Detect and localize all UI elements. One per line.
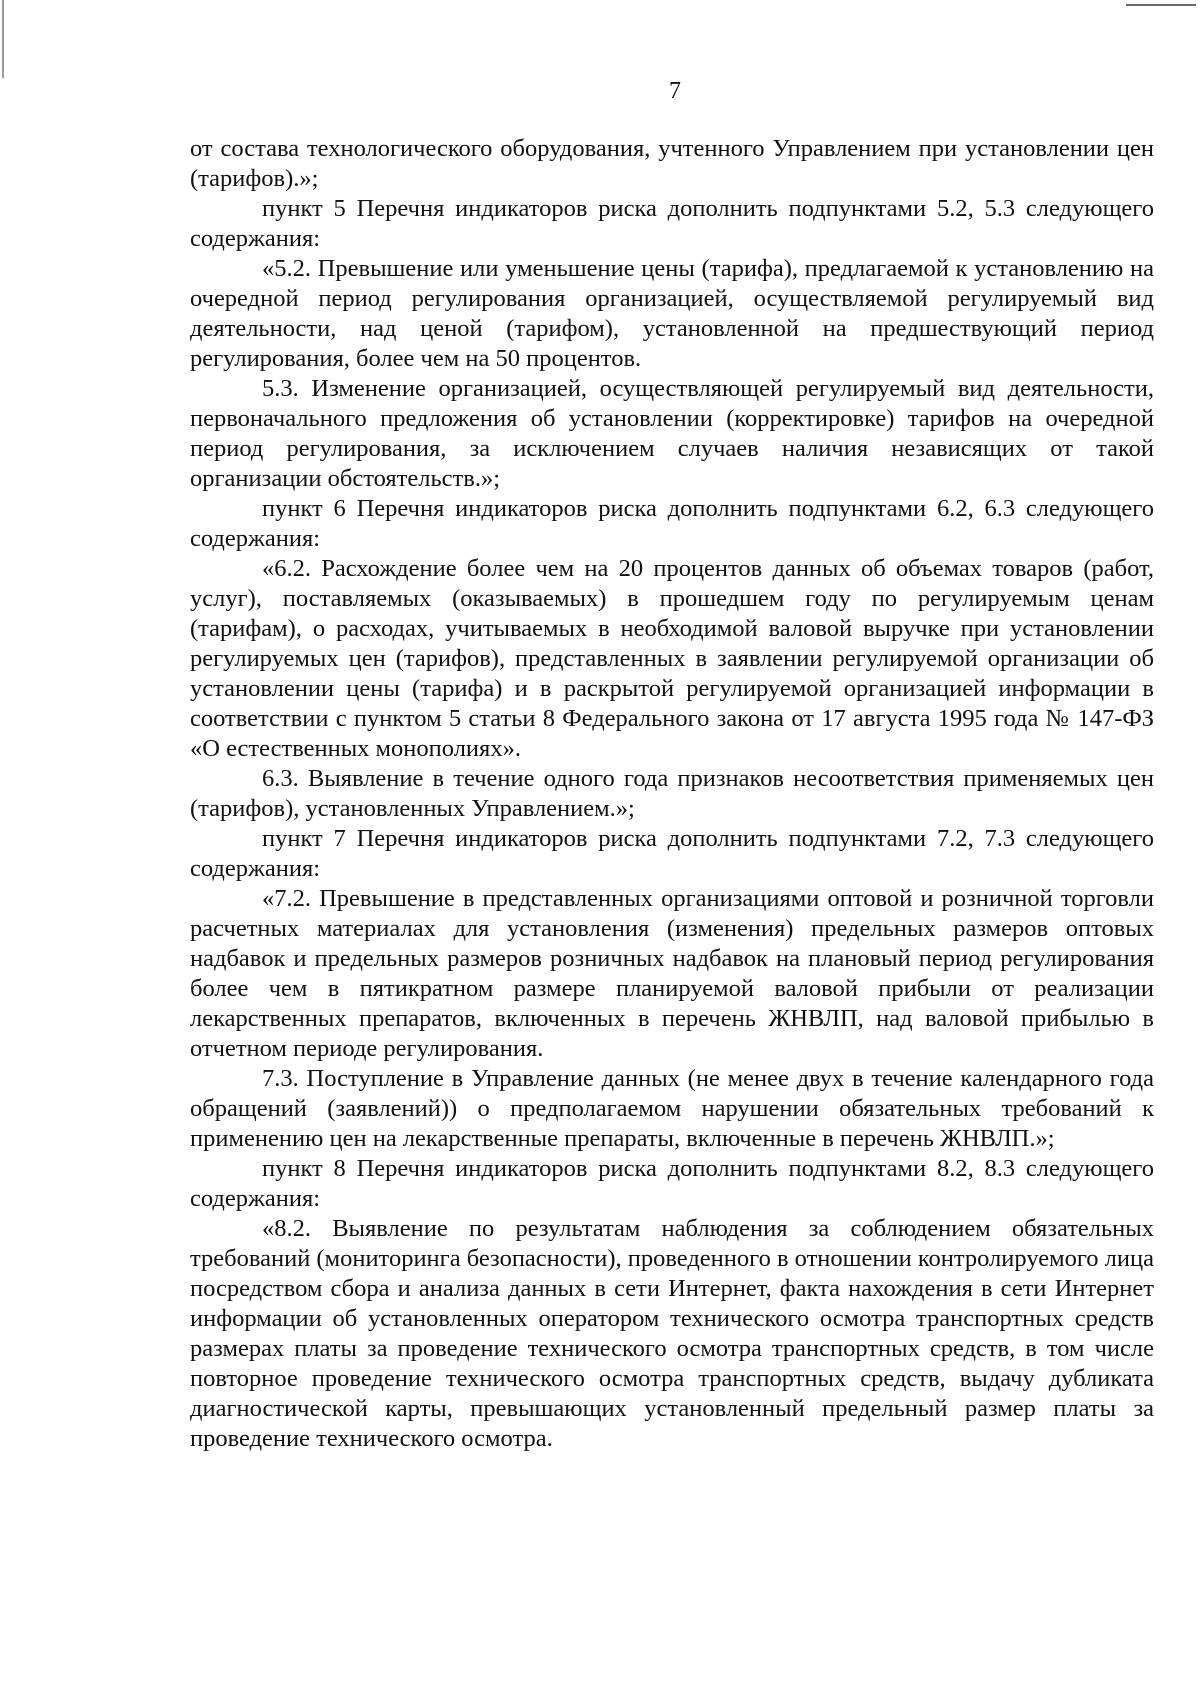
paragraph-7: 6.3. Выявление в течение одного года признаков несоответствия применяемых цен (тарифов), установленных Управлением.»; (190, 765, 1154, 822)
paragraph-8: пункт 7 Перечня индикаторов риска дополнить подпунктами 7.2, 7.3 следующего содержания: (190, 825, 1154, 882)
scan-edge-left (2, 0, 4, 78)
paragraph-12: «8.2. Выявление по результатам наблюдения за соблюдением обязательных требований (мониторинга безопасности), проведенного в отношении контролируемого лица посредством сбора и анализа данных в сети Интернет, факта нахождения в сети Интернет информации об установленных оператором технического осмотра транспортных средств размерах платы за проведение технического осмотра транспортных средств, в том числе повторное проведение технического осмотра транспортных средств, выдачу дубликата диагностической карты, превышающих установленный предельный размер платы за проведение технического осмотра. (190, 1215, 1155, 1452)
paragraph-4: 5.3. Изменение организацией, осуществляющей регулируемый вид деятельности, первоначального предложения об установлении (корректировке) тарифов на очередной период регулирования, за исключением случаев наличия независящих от такой организации обстоятельств.»; (190, 375, 1154, 492)
paragraph-10: 7.3. Поступление в Управление данных (не менее двух в течение календарного года обращений (заявлений)) о предполагаемом нарушении обязательных требований к применению цен на лекарственные препараты, включенные в перечень ЖНВЛП.»; (190, 1065, 1154, 1152)
document-body (190, 134, 1154, 1454)
paragraph-6: «6.2. Расхождение более чем на 20 процентов данных об объемах товаров (работ, услуг), поставляемых (оказываемых) в прошедшем году по регулируемым ценам (тарифам), о расходах, учитываемых в необходимой валовой выручке при установлении регулируемых цен (тарифов), представленных в заявлении регулируемой организации об установлении цены (тарифа) и в раскрытой регулируемой организацией информации в соответствии с пунктом 5 статьи 8 Федерального закона от 17 августа 1995 года № 147-ФЗ «О естественных монополиях». (190, 555, 1154, 762)
paragraph-5: пункт 6 Перечня индикаторов риска дополнить подпунктами 6.2, 6.3 следующего содержания: (190, 495, 1154, 552)
paragraph-1: от состава технологического оборудования, учтенного Управлением при установлении цен (тарифов).»; (190, 135, 1154, 192)
page-number: 7 (669, 78, 681, 104)
paragraph-3: «5.2. Превышение или уменьшение цены (тарифа), предлагаемой к установлению на очередной период регулирования организацией, осуществляемой регулируемый вид деятельности, над ценой (тарифом), установленной на предшествующий период регулирования, более чем на 50 процентов. (190, 255, 1154, 372)
paragraph-11: пункт 8 Перечня индикаторов риска дополнить подпунктами 8.2, 8.3 следующего содержания: (190, 1155, 1154, 1212)
scan-edge-right (1126, 4, 1196, 6)
paragraph-9: «7.2. Превышение в представленных организациями оптовой и розничной торговли расчетных материалах для установления (изменения) предельных размеров оптовых надбавок и предельных размеров розничных надбавок на плановый период регулирования более чем в пятикратном размере планируемой валовой прибыли от реализации лекарственных препаратов, включенных в перечень ЖНВЛП, над валовой прибылью в отчетном периоде регулирования. (190, 885, 1154, 1062)
paragraph-2: пункт 5 Перечня индикаторов риска дополнить подпунктами 5.2, 5.3 следующего содержания: (190, 195, 1154, 252)
